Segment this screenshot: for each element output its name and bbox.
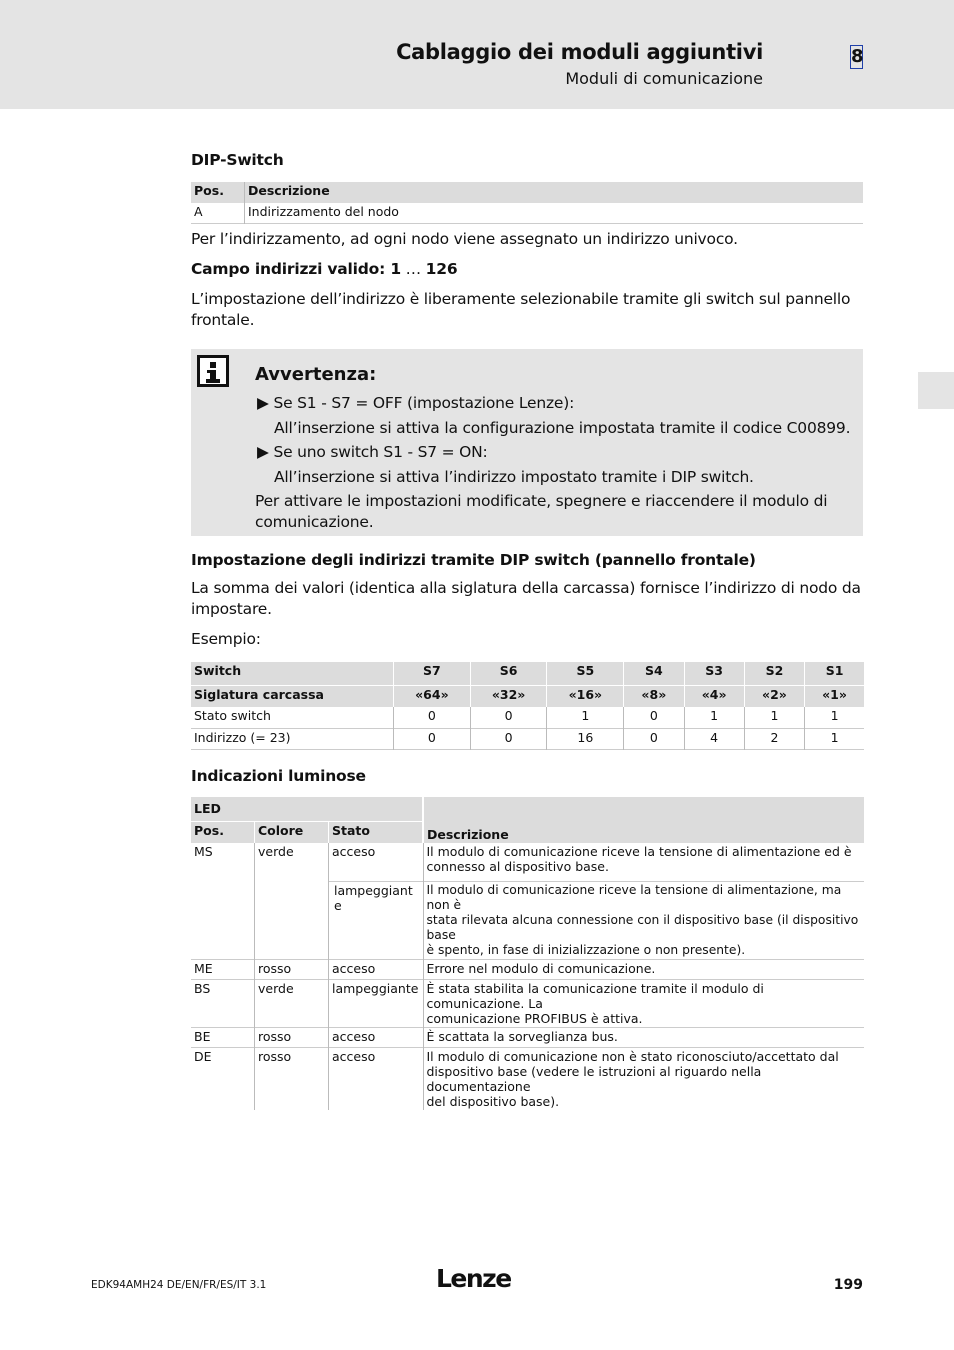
dip-col-pos: Pos.	[191, 182, 245, 203]
table-row: Switch S7 S6 S5 S4 S3 S2 S1	[191, 662, 864, 685]
led-table	[191, 797, 864, 1110]
lenze-logo: Lenze	[436, 1264, 511, 1293]
note-bullet-2: ▶ Se uno switch S1 - S7 = ON:	[257, 443, 488, 461]
note-title: Avvertenza:	[255, 364, 377, 385]
led-col-stato: Stato	[329, 821, 424, 843]
dip-cell-pos: A	[191, 203, 245, 223]
example-label: Esempio:	[191, 630, 261, 648]
page-number: 199	[833, 1277, 863, 1293]
range-end: 126	[425, 260, 458, 278]
led-group-header: LED	[191, 797, 423, 821]
table-row: Stato switch 0 0 1 0 1 1 1	[191, 707, 864, 728]
switch-table	[191, 662, 864, 750]
table-row: Indirizzo (= 23) 0 0 16 0 4 2 1	[191, 728, 864, 749]
range-line	[191, 260, 457, 278]
chapter-title: Cablaggio dei moduli aggiuntivi	[396, 40, 763, 64]
info-icon	[197, 355, 229, 387]
dip-paragraph-1: Per l’indirizzamento, ad ogni nodo viene assegnato un indirizzo univoco.	[191, 230, 738, 248]
chapter-subtitle: Moduli di comunicazione	[565, 69, 763, 88]
table-row: lampeggiant e Il modulo di comunicazione riceve la tensione di alimentazione, ma non è stata rilevata alcuna connessione con il dispositivo base (il dispositivo base è spento, in fase di inizializzazione o non presente).	[191, 882, 864, 960]
led-col-pos: Pos.	[191, 821, 255, 843]
dip-table	[191, 182, 863, 224]
table-row	[191, 203, 863, 223]
bullet-arrow-icon: ▶	[257, 394, 269, 412]
chapter-number: 8	[851, 46, 864, 67]
table-row: DE rosso acceso Il modulo di comunicazione non è stato riconosciuto/accettato dal dispositivo base (vedere le istruzioni al riguardo nella documentazione del dispositivo base).	[191, 1048, 864, 1111]
table-row: Siglatura carcassa «64» «32» «16» «8» «4» «2» «1»	[191, 685, 864, 707]
addr-paragraph-line1: La somma dei valori (identica alla siglatura della carcassa) fornisce l’indirizzo di nodo da	[191, 579, 861, 597]
dip-cell-desc: Indirizzamento del nodo	[248, 204, 399, 219]
footer-doc-id: EDK94AMH24 DE/EN/FR/ES/IT 3.1	[91, 1279, 267, 1291]
note-bullet-1: ▶ Se S1 - S7 = OFF (impostazione Lenze):	[257, 394, 575, 412]
addr-heading: Impostazione degli indirizzi tramite DIP switch (pannello frontale)	[191, 551, 756, 569]
note-bullet-1-sub: All’inserzione si attiva la configurazione impostata tramite il codice C00899.	[274, 419, 851, 437]
led-heading: Indicazioni luminose	[191, 767, 366, 785]
dip-paragraph-2-line2: frontale.	[191, 311, 255, 329]
table-row: BE rosso acceso È scattata la sorveglianza bus.	[191, 1028, 864, 1048]
note-paragraph-line2: comunicazione.	[255, 513, 374, 531]
led-col-desc: Descrizione	[427, 827, 509, 842]
bullet-arrow-icon: ▶	[257, 443, 269, 461]
dip-paragraph-2-line1: L’impostazione dell’indirizzo è liberamente selezionabile tramite gli switch sul pannello	[191, 290, 851, 308]
table-row: MS verde acceso Il modulo di comunicazione riceve la tensione di alimentazione ed è connesso al dispositivo base.	[191, 843, 864, 882]
dip-col-desc: Descrizione	[248, 183, 330, 198]
note-box	[191, 349, 863, 536]
table-row	[191, 797, 864, 821]
table-row: ME rosso acceso Errore nel modulo di comunicazione.	[191, 960, 864, 980]
range-label: Campo indirizzi valido: 1	[191, 260, 401, 278]
addr-paragraph-line2: impostare.	[191, 600, 272, 618]
page-header	[0, 0, 954, 109]
side-tab-marker	[918, 372, 954, 409]
table-row: BS verde lampeggiante È stata stabilita la comunicazione tramite il modulo di comunicazione. La comunicazione PROFIBUS è attiva.	[191, 980, 864, 1028]
note-bullet-2-sub: All’inserzione si attiva l’indirizzo impostato tramite i DIP switch.	[274, 468, 754, 486]
note-paragraph-line1: Per attivare le impostazioni modificate, spegnere e riaccendere il modulo di	[255, 492, 828, 510]
led-col-colore: Colore	[255, 821, 329, 843]
range-dots: …	[400, 260, 426, 278]
dip-heading: DIP-Switch	[191, 151, 284, 169]
